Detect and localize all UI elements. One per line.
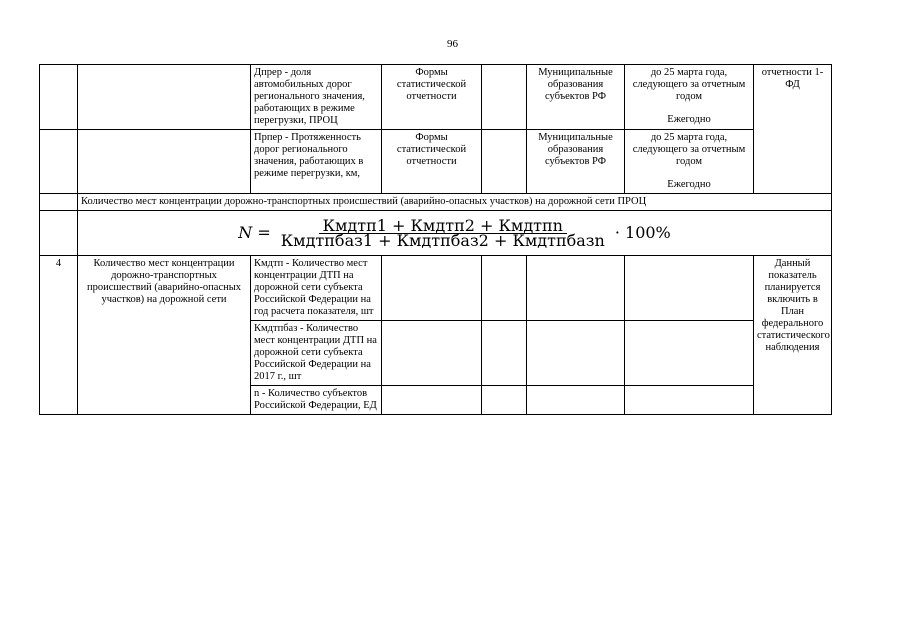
indicator-name-cell <box>78 65 251 130</box>
empty-cell <box>625 256 754 321</box>
deadline-cell <box>625 65 754 130</box>
table-row <box>40 256 832 321</box>
formula-denominator: Кмдтпбаз1 + Кмдтпбаз2 + Кмдтпбазn <box>280 230 605 250</box>
empty-cell <box>527 386 625 415</box>
variable-cell: n - Количество субъектов Российской Федерации, ЕД <box>251 386 382 415</box>
row-number-cell <box>40 130 78 194</box>
deadline-text: до 25 марта года, следующего за отчетным годом <box>632 67 746 102</box>
section-title-row <box>40 194 832 211</box>
row-number-cell: 4 <box>40 256 78 415</box>
formula-fraction <box>277 215 609 250</box>
empty-cell <box>482 256 527 321</box>
deadline-cell <box>625 130 754 194</box>
formula-numerator: Кмдтп1 + Кмдтп2 + Кмдтпn <box>319 220 567 234</box>
deadline-text: до 25 марта года, следующего за отчетным годом <box>632 132 746 167</box>
formula-row <box>40 211 832 256</box>
indicator-table <box>39 64 832 415</box>
variable-cell: Кмдтпбаз - Количество мест концентрации ДТП на дорожной сети субъекта Российской Федерации на 2017 г., шт <box>251 321 382 386</box>
formula <box>78 215 831 250</box>
empty-cell <box>382 256 482 321</box>
row-number-cell <box>40 211 78 256</box>
formula-lhs: N = <box>238 223 271 242</box>
empty-cell <box>625 321 754 386</box>
periodicity-text: Ежегодно <box>667 114 711 125</box>
variable-cell: Дпрер - доля автомобильных дорог регионального значения, работающих в режиме перегрузки, ПРОЦ <box>251 65 382 130</box>
row-number-cell <box>40 194 78 211</box>
indicator-name-cell: Количество мест концентрации дорожно-транспортных происшествий (аварийно-опасных участков) на дорожной сети <box>78 256 251 415</box>
empty-cell <box>482 130 527 194</box>
formula-cell <box>78 211 832 256</box>
note-cell: отчетности 1-ФД <box>754 65 832 194</box>
method-cell: Формы статистической отчетности <box>382 65 482 130</box>
formula-multiplier: · 100% <box>614 223 671 242</box>
page-number: 96 <box>447 38 458 50</box>
note-cell: Данный показатель планируется включить в План федерального статистического наблюдения <box>754 256 832 415</box>
variable-cell: Прпер - Протяженность дорог регионального значения, работающих в режиме перегрузки, км, <box>251 130 382 194</box>
empty-cell <box>527 256 625 321</box>
periodicity-text: Ежегодно <box>667 179 711 190</box>
level-cell: Муниципальные образования субъектов РФ <box>527 65 625 130</box>
table-row <box>40 130 832 194</box>
section-title: Количество мест концентрации дорожно-транспортных происшествий (аварийно-опасных участков) на дорожной сети ПРОЦ <box>78 194 832 211</box>
table-row <box>40 65 832 130</box>
empty-cell <box>625 386 754 415</box>
method-cell: Формы статистической отчетности <box>382 130 482 194</box>
indicator-name-cell <box>78 130 251 194</box>
empty-cell <box>482 321 527 386</box>
row-number-cell <box>40 65 78 130</box>
empty-cell <box>382 321 482 386</box>
empty-cell <box>527 321 625 386</box>
level-cell: Муниципальные образования субъектов РФ <box>527 130 625 194</box>
empty-cell <box>382 386 482 415</box>
empty-cell <box>482 65 527 130</box>
empty-cell <box>482 386 527 415</box>
variable-cell: Кмдтп - Количество мест концентрации ДТП на дорожной сети субъекта Российской Федерации на год расчета показателя, шт <box>251 256 382 321</box>
